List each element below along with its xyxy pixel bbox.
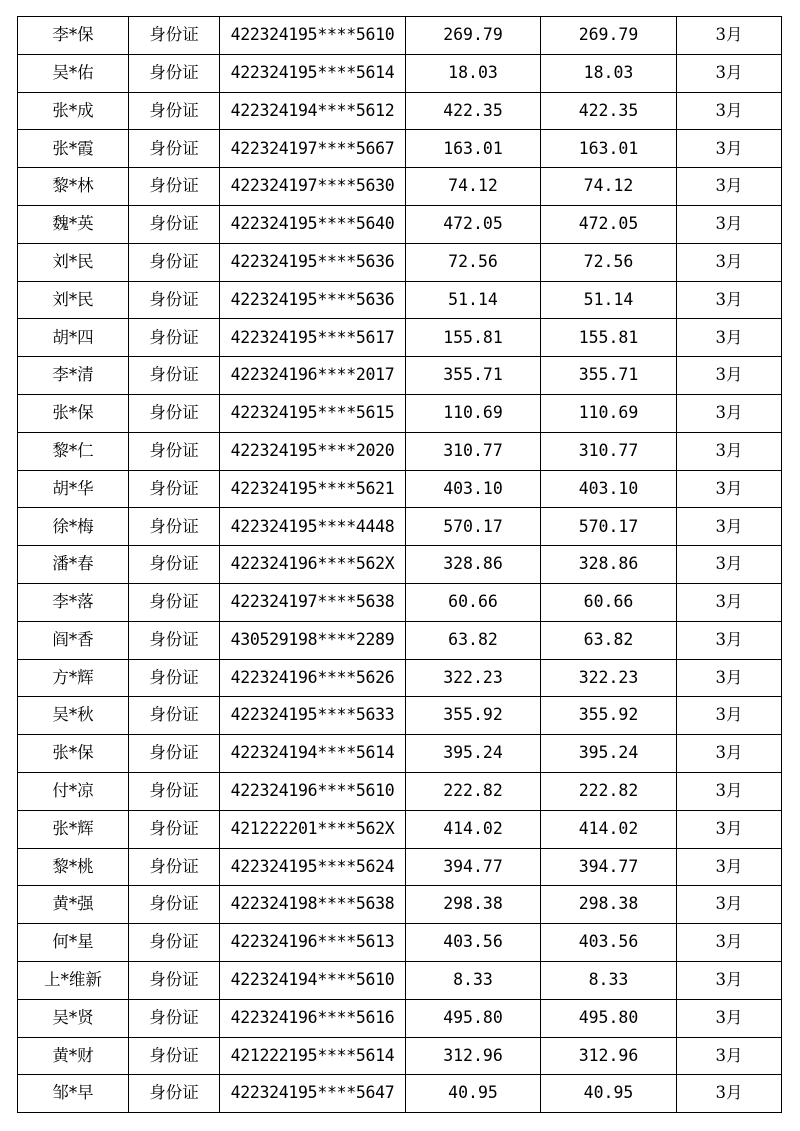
- amount-paid-cell: 403.56: [541, 924, 677, 962]
- id-type-cell: 身份证: [129, 810, 220, 848]
- amount-cell: 269.79: [406, 17, 541, 55]
- amount-paid-cell: 74.12: [541, 168, 677, 206]
- amount-paid-cell: 8.33: [541, 961, 677, 999]
- month-cell: 3月: [677, 621, 782, 659]
- id-number-cell: 422324194****5610: [220, 961, 406, 999]
- month-cell: 3月: [677, 999, 782, 1037]
- amount-cell: 328.86: [406, 546, 541, 584]
- id-number-cell: 422324198****5638: [220, 886, 406, 924]
- table-row: [18, 92, 782, 130]
- id-number-cell: 421222195****5614: [220, 1037, 406, 1075]
- name-cell: 张*霞: [18, 130, 129, 168]
- amount-cell: 163.01: [406, 130, 541, 168]
- table-row: [18, 659, 782, 697]
- table-row: [18, 546, 782, 584]
- table-row: [18, 281, 782, 319]
- id-type-cell: 身份证: [129, 92, 220, 130]
- month-cell: 3月: [677, 168, 782, 206]
- name-cell: 潘*春: [18, 546, 129, 584]
- name-cell: 刘*民: [18, 243, 129, 281]
- name-cell: 李*清: [18, 357, 129, 395]
- name-cell: 吴*贤: [18, 999, 129, 1037]
- amount-paid-cell: 312.96: [541, 1037, 677, 1075]
- table-row: [18, 470, 782, 508]
- id-type-cell: 身份证: [129, 697, 220, 735]
- id-type-cell: 身份证: [129, 168, 220, 206]
- amount-cell: 394.77: [406, 848, 541, 886]
- month-cell: 3月: [677, 810, 782, 848]
- amount-paid-cell: 60.66: [541, 583, 677, 621]
- table-row: [18, 243, 782, 281]
- name-cell: 张*成: [18, 92, 129, 130]
- id-type-cell: 身份证: [129, 735, 220, 773]
- month-cell: 3月: [677, 659, 782, 697]
- name-cell: 邹*早: [18, 1075, 129, 1113]
- table-row: [18, 1037, 782, 1075]
- id-number-cell: 422324196****5616: [220, 999, 406, 1037]
- table-row: [18, 130, 782, 168]
- table-row: [18, 810, 782, 848]
- name-cell: 何*星: [18, 924, 129, 962]
- id-number-cell: 422324195****5615: [220, 394, 406, 432]
- id-number-cell: 422324195****2020: [220, 432, 406, 470]
- name-cell: 李*落: [18, 583, 129, 621]
- id-type-cell: 身份证: [129, 319, 220, 357]
- month-cell: 3月: [677, 735, 782, 773]
- table-row: [18, 583, 782, 621]
- amount-cell: 395.24: [406, 735, 541, 773]
- amount-cell: 310.77: [406, 432, 541, 470]
- amount-cell: 51.14: [406, 281, 541, 319]
- id-number-cell: 422324195****4448: [220, 508, 406, 546]
- amount-paid-cell: 298.38: [541, 886, 677, 924]
- name-cell: 阎*香: [18, 621, 129, 659]
- amount-paid-cell: 472.05: [541, 205, 677, 243]
- amount-cell: 8.33: [406, 961, 541, 999]
- amount-cell: 403.10: [406, 470, 541, 508]
- id-type-cell: 身份证: [129, 357, 220, 395]
- table-row: [18, 886, 782, 924]
- id-type-cell: 身份证: [129, 1075, 220, 1113]
- id-type-cell: 身份证: [129, 17, 220, 55]
- table-row: [18, 999, 782, 1037]
- name-cell: 吴*秋: [18, 697, 129, 735]
- name-cell: 张*辉: [18, 810, 129, 848]
- amount-paid-cell: 414.02: [541, 810, 677, 848]
- name-cell: 上*维新: [18, 961, 129, 999]
- amount-paid-cell: 355.71: [541, 357, 677, 395]
- amount-cell: 63.82: [406, 621, 541, 659]
- id-number-cell: 422324195****5621: [220, 470, 406, 508]
- amount-paid-cell: 570.17: [541, 508, 677, 546]
- id-number-cell: 422324196****5613: [220, 924, 406, 962]
- table-row: [18, 697, 782, 735]
- id-number-cell: 422324195****5640: [220, 205, 406, 243]
- id-type-cell: 身份证: [129, 546, 220, 584]
- month-cell: 3月: [677, 546, 782, 584]
- table-row: [18, 961, 782, 999]
- month-cell: 3月: [677, 243, 782, 281]
- id-number-cell: 422324196****5610: [220, 772, 406, 810]
- table-row: [18, 205, 782, 243]
- month-cell: 3月: [677, 1037, 782, 1075]
- amount-cell: 60.66: [406, 583, 541, 621]
- amount-cell: 18.03: [406, 54, 541, 92]
- id-number-cell: 422324195****5633: [220, 697, 406, 735]
- name-cell: 刘*民: [18, 281, 129, 319]
- month-cell: 3月: [677, 583, 782, 621]
- month-cell: 3月: [677, 357, 782, 395]
- id-type-cell: 身份证: [129, 130, 220, 168]
- amount-paid-cell: 422.35: [541, 92, 677, 130]
- id-number-cell: 422324195****5610: [220, 17, 406, 55]
- amount-cell: 355.92: [406, 697, 541, 735]
- name-cell: 李*保: [18, 17, 129, 55]
- month-cell: 3月: [677, 54, 782, 92]
- month-cell: 3月: [677, 130, 782, 168]
- id-type-cell: 身份证: [129, 961, 220, 999]
- table-row: [18, 432, 782, 470]
- table-row: [18, 1075, 782, 1113]
- id-type-cell: 身份证: [129, 999, 220, 1037]
- month-cell: 3月: [677, 470, 782, 508]
- table-row: [18, 319, 782, 357]
- amount-cell: 110.69: [406, 394, 541, 432]
- table-row: [18, 772, 782, 810]
- name-cell: 徐*梅: [18, 508, 129, 546]
- id-number-cell: 422324196****5626: [220, 659, 406, 697]
- month-cell: 3月: [677, 697, 782, 735]
- table-row: [18, 621, 782, 659]
- id-number-cell: 421222201****562X: [220, 810, 406, 848]
- table-row: [18, 394, 782, 432]
- id-type-cell: 身份证: [129, 848, 220, 886]
- amount-paid-cell: 72.56: [541, 243, 677, 281]
- id-number-cell: 422324195****5647: [220, 1075, 406, 1113]
- amount-paid-cell: 222.82: [541, 772, 677, 810]
- month-cell: 3月: [677, 92, 782, 130]
- table-row: [18, 17, 782, 55]
- table-row: [18, 54, 782, 92]
- table-row: [18, 848, 782, 886]
- amount-paid-cell: 51.14: [541, 281, 677, 319]
- id-number-cell: 422324194****5612: [220, 92, 406, 130]
- id-type-cell: 身份证: [129, 432, 220, 470]
- table-row: [18, 508, 782, 546]
- id-type-cell: 身份证: [129, 394, 220, 432]
- amount-cell: 298.38: [406, 886, 541, 924]
- id-number-cell: 430529198****2289: [220, 621, 406, 659]
- name-cell: 黎*仁: [18, 432, 129, 470]
- month-cell: 3月: [677, 886, 782, 924]
- amount-cell: 312.96: [406, 1037, 541, 1075]
- amount-paid-cell: 63.82: [541, 621, 677, 659]
- table-row: [18, 168, 782, 206]
- table-row: [18, 357, 782, 395]
- amount-cell: 155.81: [406, 319, 541, 357]
- name-cell: 黎*林: [18, 168, 129, 206]
- month-cell: 3月: [677, 432, 782, 470]
- name-cell: 付*凉: [18, 772, 129, 810]
- name-cell: 吴*佑: [18, 54, 129, 92]
- id-number-cell: 422324195****5636: [220, 281, 406, 319]
- amount-paid-cell: 403.10: [541, 470, 677, 508]
- amount-cell: 495.80: [406, 999, 541, 1037]
- id-number-cell: 422324197****5667: [220, 130, 406, 168]
- id-type-cell: 身份证: [129, 243, 220, 281]
- id-type-cell: 身份证: [129, 508, 220, 546]
- name-cell: 黄*强: [18, 886, 129, 924]
- payment-table: [17, 16, 782, 1113]
- month-cell: 3月: [677, 394, 782, 432]
- amount-cell: 472.05: [406, 205, 541, 243]
- id-type-cell: 身份证: [129, 924, 220, 962]
- id-number-cell: 422324195****5636: [220, 243, 406, 281]
- amount-paid-cell: 355.92: [541, 697, 677, 735]
- name-cell: 魏*英: [18, 205, 129, 243]
- id-type-cell: 身份证: [129, 621, 220, 659]
- amount-paid-cell: 110.69: [541, 394, 677, 432]
- id-type-cell: 身份证: [129, 1037, 220, 1075]
- amount-paid-cell: 328.86: [541, 546, 677, 584]
- id-number-cell: 422324196****562X: [220, 546, 406, 584]
- amount-paid-cell: 40.95: [541, 1075, 677, 1113]
- id-number-cell: 422324197****5638: [220, 583, 406, 621]
- id-type-cell: 身份证: [129, 583, 220, 621]
- id-number-cell: 422324196****2017: [220, 357, 406, 395]
- id-number-cell: 422324194****5614: [220, 735, 406, 773]
- amount-paid-cell: 322.23: [541, 659, 677, 697]
- amount-cell: 222.82: [406, 772, 541, 810]
- amount-paid-cell: 395.24: [541, 735, 677, 773]
- name-cell: 方*辉: [18, 659, 129, 697]
- amount-cell: 322.23: [406, 659, 541, 697]
- id-number-cell: 422324195****5614: [220, 54, 406, 92]
- id-type-cell: 身份证: [129, 470, 220, 508]
- id-type-cell: 身份证: [129, 54, 220, 92]
- id-type-cell: 身份证: [129, 886, 220, 924]
- table-row: [18, 735, 782, 773]
- amount-paid-cell: 269.79: [541, 17, 677, 55]
- amount-cell: 355.71: [406, 357, 541, 395]
- amount-paid-cell: 18.03: [541, 54, 677, 92]
- table-body: [18, 17, 782, 1113]
- month-cell: 3月: [677, 848, 782, 886]
- amount-paid-cell: 310.77: [541, 432, 677, 470]
- amount-cell: 72.56: [406, 243, 541, 281]
- id-number-cell: 422324195****5624: [220, 848, 406, 886]
- id-type-cell: 身份证: [129, 659, 220, 697]
- name-cell: 张*保: [18, 735, 129, 773]
- table-row: [18, 924, 782, 962]
- id-number-cell: 422324195****5617: [220, 319, 406, 357]
- amount-paid-cell: 495.80: [541, 999, 677, 1037]
- month-cell: 3月: [677, 772, 782, 810]
- id-type-cell: 身份证: [129, 281, 220, 319]
- amount-cell: 40.95: [406, 1075, 541, 1113]
- amount-paid-cell: 394.77: [541, 848, 677, 886]
- name-cell: 黎*桃: [18, 848, 129, 886]
- name-cell: 胡*四: [18, 319, 129, 357]
- amount-cell: 74.12: [406, 168, 541, 206]
- name-cell: 胡*华: [18, 470, 129, 508]
- name-cell: 张*保: [18, 394, 129, 432]
- id-type-cell: 身份证: [129, 205, 220, 243]
- month-cell: 3月: [677, 1075, 782, 1113]
- month-cell: 3月: [677, 508, 782, 546]
- month-cell: 3月: [677, 924, 782, 962]
- month-cell: 3月: [677, 17, 782, 55]
- amount-paid-cell: 155.81: [541, 319, 677, 357]
- amount-paid-cell: 163.01: [541, 130, 677, 168]
- id-number-cell: 422324197****5630: [220, 168, 406, 206]
- name-cell: 黄*财: [18, 1037, 129, 1075]
- amount-cell: 414.02: [406, 810, 541, 848]
- month-cell: 3月: [677, 319, 782, 357]
- id-type-cell: 身份证: [129, 772, 220, 810]
- amount-cell: 403.56: [406, 924, 541, 962]
- month-cell: 3月: [677, 961, 782, 999]
- amount-cell: 422.35: [406, 92, 541, 130]
- month-cell: 3月: [677, 205, 782, 243]
- month-cell: 3月: [677, 281, 782, 319]
- amount-cell: 570.17: [406, 508, 541, 546]
